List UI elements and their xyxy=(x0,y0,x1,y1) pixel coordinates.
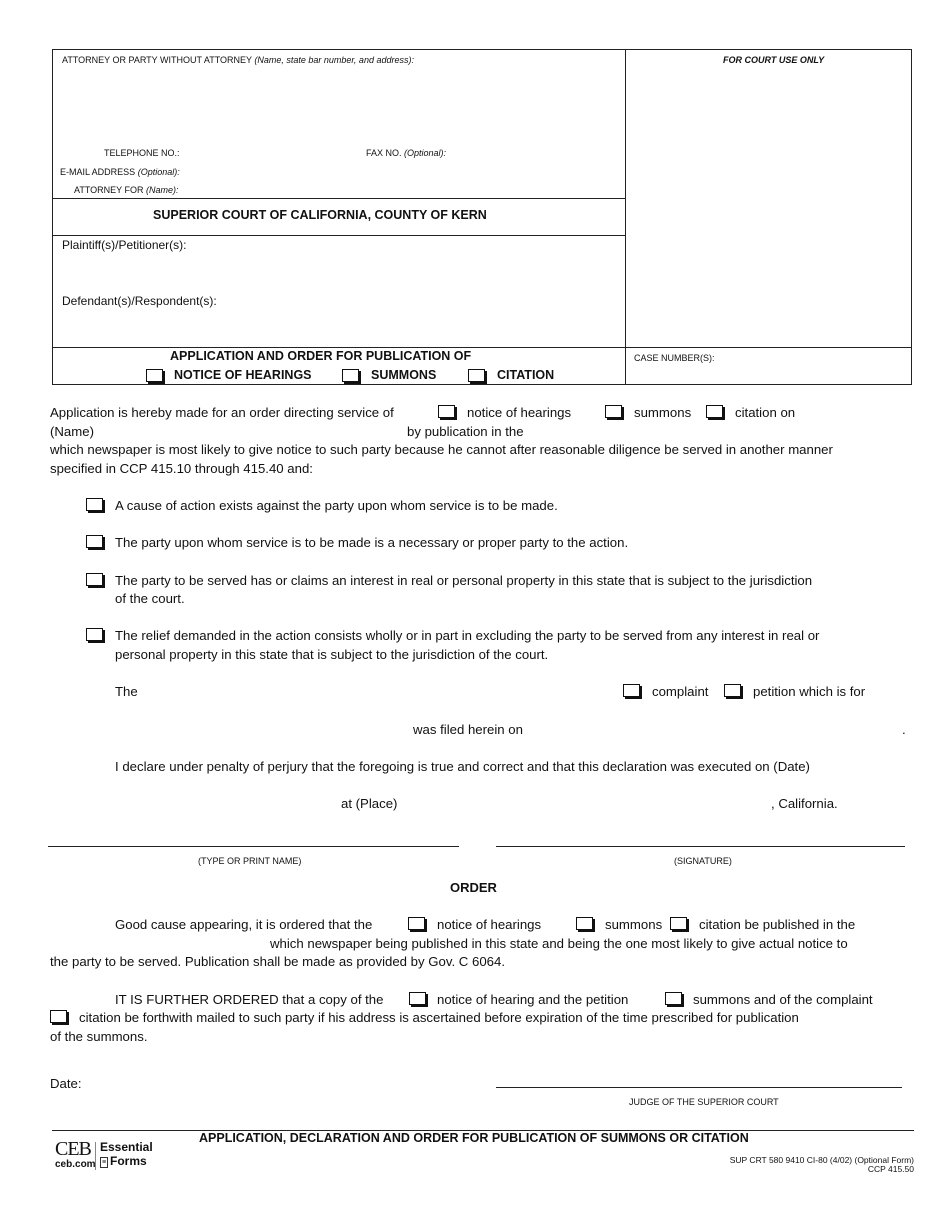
order-line2: which newspaper being published in this state and being the one most likely to give actual notice to xyxy=(270,936,848,951)
application-line4: specified in CCP 415.10 through 415.40 and: xyxy=(50,461,313,476)
app-notice-checkbox[interactable] xyxy=(438,405,455,418)
title-summons-label: SUMMONS xyxy=(371,368,437,382)
petition-label: petition which is for xyxy=(753,684,866,699)
footer-code1: SUP CRT 580 9410 CI-80 (4/02) (Optional Form) xyxy=(729,1155,914,1165)
of-summons-text: of the summons. xyxy=(50,1029,148,1044)
footer-code2: CCP 415.50 xyxy=(867,1164,914,1174)
court-name: SUPERIOR COURT OF CALIFORNIA, COUNTY OF KERN xyxy=(153,208,487,222)
court-use-label: FOR COURT USE ONLY xyxy=(723,55,825,65)
app-citation-label: citation on xyxy=(735,405,796,420)
complaint-label: complaint xyxy=(652,684,709,699)
court-name-bottom-rule xyxy=(52,235,626,236)
form-title: APPLICATION AND ORDER FOR PUBLICATION OF xyxy=(170,349,472,363)
title-top-rule xyxy=(52,347,912,348)
logo-forms-text: Forms xyxy=(110,1154,147,1168)
name-line xyxy=(48,846,459,847)
reason4-label-line1: The relief demanded in the action consists wholly or in part in excluding the party to be served from any interest in real or xyxy=(115,628,820,643)
order-heading: ORDER xyxy=(450,880,497,895)
logo-divider xyxy=(95,1142,96,1170)
order-notice-petition-checkbox[interactable] xyxy=(409,992,426,1005)
order-summons-complaint-label: summons and of the complaint xyxy=(693,992,873,1007)
reason2-checkbox[interactable] xyxy=(86,535,103,548)
logo-ceb-text: CEB xyxy=(55,1138,91,1160)
at-place-label: at (Place) xyxy=(341,796,398,811)
order-citation-label: citation be published in the xyxy=(699,917,856,932)
footer-title: APPLICATION, DECLARATION AND ORDER FOR PUBLICATION OF SUMMONS OR CITATION xyxy=(199,1131,749,1145)
app-summons-checkbox[interactable] xyxy=(605,405,622,418)
caption-divider-vertical xyxy=(625,49,626,385)
good-cause-text: Good cause appearing, it is ordered that the xyxy=(115,917,373,932)
application-line3: which newspaper is most likely to give notice to such party because he cannot after reasonable diligence be served in another manner xyxy=(50,442,833,457)
type-name-caption: (TYPE OR PRINT NAME) xyxy=(198,856,302,866)
title-citation-checkbox[interactable] xyxy=(468,369,485,382)
reason4-label-line2: personal property in this state that is subject to the jurisdiction of the court. xyxy=(115,647,549,662)
signature-caption: (SIGNATURE) xyxy=(674,856,732,866)
judge-caption: JUDGE OF THE SUPERIOR COURT xyxy=(629,1097,779,1107)
reason3-label-line1: The party to be served has or claims an interest in real or personal property in this state that is subject to the jurisdiction xyxy=(115,573,813,588)
reason4-checkbox[interactable] xyxy=(86,628,103,641)
order-citation-mail-checkbox[interactable] xyxy=(50,1010,67,1023)
further-ordered-text: IT IS FURTHER ORDERED that a copy of the xyxy=(115,992,384,1007)
order-notice-checkbox[interactable] xyxy=(408,917,425,930)
title-notice-checkbox[interactable] xyxy=(146,369,163,382)
by-publication-label: by publication in the xyxy=(407,424,524,439)
reason3-checkbox[interactable] xyxy=(86,573,103,586)
filed-period: . xyxy=(902,722,906,737)
application-intro: Application is hereby made for an order directing service of xyxy=(50,405,394,420)
order-summons-label: summons xyxy=(605,917,663,932)
reason1-label: A cause of action exists against the party upon whom service is to be made. xyxy=(115,498,558,513)
app-citation-checkbox[interactable] xyxy=(706,405,723,418)
defendant-label: Defendant(s)/Respondent(s): xyxy=(62,294,217,308)
order-summons-complaint-checkbox[interactable] xyxy=(665,992,682,1005)
title-citation-label: CITATION xyxy=(497,368,555,382)
citation-mail-text: citation be forthwith mailed to such party if his address is ascertained before expiration of the time prescribed for publication xyxy=(79,1010,799,1025)
date-label: Date: xyxy=(50,1076,82,1091)
email-label: E-MAIL ADDRESS (Optional): xyxy=(60,167,180,177)
reason1-checkbox[interactable] xyxy=(86,498,103,511)
logo-url-text: ceb.com xyxy=(55,1159,96,1170)
judge-signature-line xyxy=(496,1087,902,1088)
app-summons-label: summons xyxy=(634,405,692,420)
petition-checkbox[interactable] xyxy=(724,684,741,697)
filed-on-label: was filed herein on xyxy=(413,722,523,737)
title-notice-label: NOTICE OF HEARINGS xyxy=(174,368,312,382)
order-citation-checkbox[interactable] xyxy=(670,917,687,930)
app-notice-label: notice of hearings xyxy=(467,405,572,420)
order-line3: the party to be served. Publication shall be made as provided by Gov. C 6064. xyxy=(50,954,505,969)
fax-label: FAX NO. (Optional): xyxy=(366,148,447,158)
declaration-text: I declare under penalty of perjury that the foregoing is true and correct and that this declaration was executed on (Date) xyxy=(115,759,810,774)
the-label: The xyxy=(115,684,138,699)
california-label: , California. xyxy=(771,796,838,811)
order-notice-label: notice of hearings xyxy=(437,917,542,932)
case-number-label: CASE NUMBER(S): xyxy=(634,353,715,363)
court-name-top-rule xyxy=(52,198,626,199)
order-notice-petition-label: notice of hearing and the petition xyxy=(437,992,629,1007)
name-label: (Name) xyxy=(50,424,94,439)
ceb-logo xyxy=(55,1138,165,1174)
reason2-label: The party upon whom service is to be made is a necessary or proper party to the action. xyxy=(115,535,629,550)
attorney-for-label: ATTORNEY FOR (Name): xyxy=(74,185,179,195)
logo-essential-text: Essential xyxy=(100,1140,153,1154)
forms-doc-icon: ≡ xyxy=(101,1159,107,1166)
title-summons-checkbox[interactable] xyxy=(342,369,359,382)
signature-line xyxy=(496,846,905,847)
plaintiff-label: Plaintiff(s)/Petitioner(s): xyxy=(62,238,187,252)
reason3-label-line2: of the court. xyxy=(115,591,185,606)
order-summons-checkbox[interactable] xyxy=(576,917,593,930)
attorney-label: ATTORNEY OR PARTY WITHOUT ATTORNEY (Name, state bar number, and address): xyxy=(62,55,414,65)
complaint-checkbox[interactable] xyxy=(623,684,640,697)
telephone-label: TELEPHONE NO.: xyxy=(104,148,180,158)
